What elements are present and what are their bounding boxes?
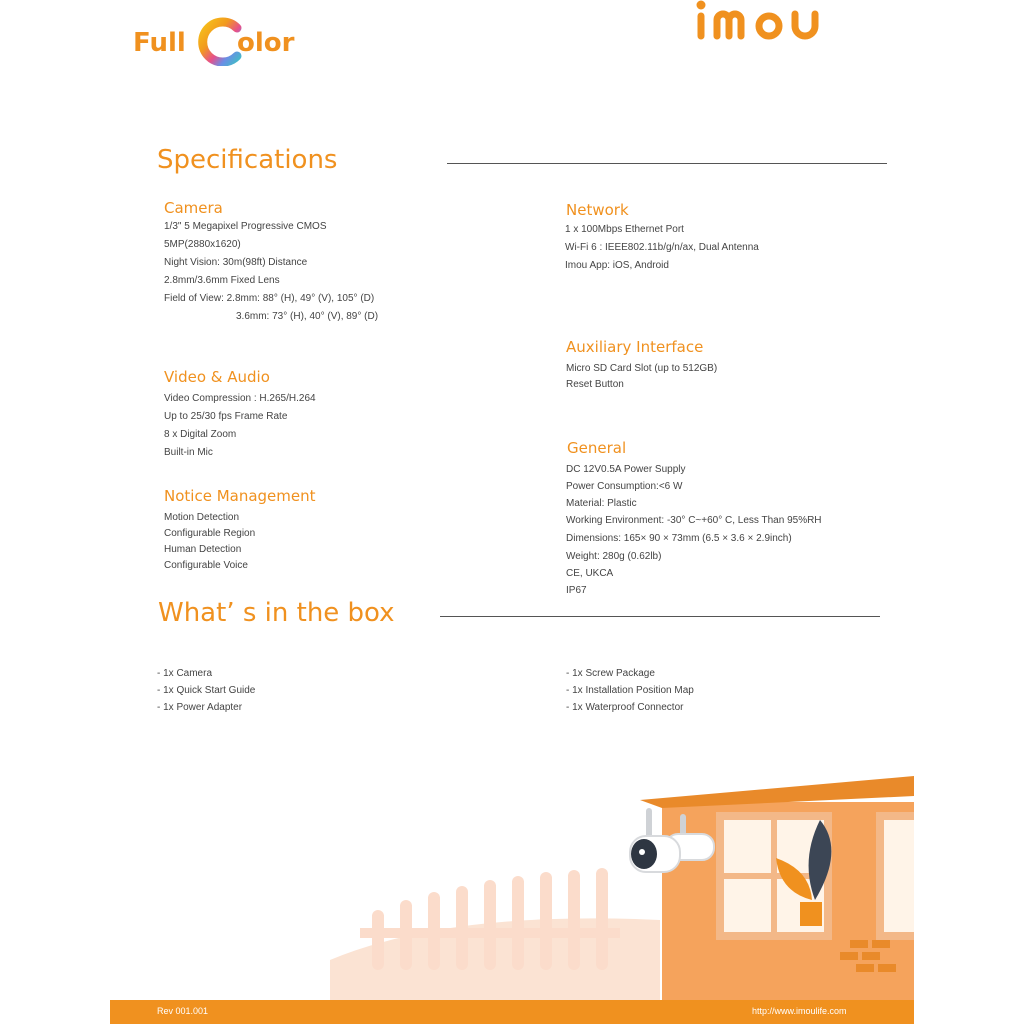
camera-spec-line: 2.8mm/3.6mm Fixed Lens [164,275,280,286]
camera-fov-line-2: 3.6mm: 73° (H), 40° (V), 89° (D) [236,311,379,322]
general-spec-line: DC 12V0.5A Power Supply [566,464,686,475]
box-item: - 1x Waterproof Connector [566,702,684,713]
general-spec-line: CE, UKCA [566,568,614,579]
full-color-logo [133,16,295,66]
auxiliary-spec-list [566,361,717,393]
box-contents-title: What’ s in the box [158,598,395,628]
box-items-right [566,666,694,717]
notice-management-spec-list [164,510,255,574]
revision-label: Rev 001.001 [157,1006,209,1016]
box-item: - 1x Installation Position Map [566,685,694,696]
general-spec-line: Working Environment: -30° C~+60° C, Less Than 95%RH [566,515,822,526]
network-spec-line: Wi-Fi 6 : IEEE802.11b/g/n/ax, Dual Antenna [565,242,759,253]
website-link[interactable]: http://www.imoulife.com [752,1006,847,1016]
network-spec-list [565,221,759,275]
notice-spec-line: Human Detection [164,544,242,555]
auxiliary-spec-line: Reset Button [566,379,624,390]
camera-spec-line: Night Vision: 30m(98ft) Distance [164,257,308,268]
network-spec-line: 1 x 100Mbps Ethernet Port [565,224,684,235]
specifications-title: Specifications [157,145,338,175]
footer-bar [110,1000,914,1024]
notice-spec-line: Motion Detection [164,512,240,523]
camera-heading: Camera [164,199,223,217]
camera-spec-line: 5MP(2880x1620) [164,239,241,250]
box-item: - 1x Power Adapter [157,702,243,713]
video-audio-spec-line: Built-in Mic [164,447,213,458]
camera-spec-line: Field of View: 2.8mm: 88° (H), 49° (V), 105° (D) [164,293,375,304]
notice-management-heading: Notice Management [164,487,316,505]
imou-logo [693,0,873,46]
camera-spec-line: 1/3" 5 Megapixel Progressive CMOS [164,221,327,232]
full-color-prefix: Full [133,28,186,58]
network-spec-line: Imou App: iOS, Android [565,260,669,271]
imou-logo-mark [693,0,873,46]
general-spec-line: Dimensions: 165× 90 × 73mm (6.5 × 3.6 × 2.9inch) [566,533,792,544]
general-heading: General [567,439,627,457]
general-spec-list [566,462,822,600]
video-audio-spec-list [164,390,316,462]
auxiliary-spec-line: Micro SD Card Slot (up to 512GB) [566,363,718,374]
auxiliary-interface-heading: Auxiliary Interface [566,338,704,356]
specifications-divider [447,163,887,164]
box-item: - 1x Camera [157,668,213,679]
notice-spec-line: Configurable Voice [164,560,248,571]
general-spec-line: Material: Plastic [566,498,637,509]
box-item: - 1x Quick Start Guide [157,685,256,696]
video-audio-spec-line: 8 x Digital Zoom [164,429,237,440]
notice-spec-line: Configurable Region [164,528,256,539]
network-heading: Network [566,201,629,219]
house-scene-graphic [300,760,914,1002]
house-camera-illustration [300,760,914,1002]
general-spec-line: Weight: 280g (0.62lb) [566,551,662,562]
video-audio-heading: Video & Audio [164,368,270,386]
box-items-left [157,666,255,717]
general-spec-line: IP67 [566,585,587,596]
full-color-suffix: olor [237,28,295,58]
video-audio-spec-line: Video Compression : H.265/H.264 [164,393,316,404]
general-spec-line: Power Consumption:<6 W [566,481,683,492]
box-item: - 1x Screw Package [566,668,655,679]
camera-spec-list [164,218,378,326]
video-audio-spec-line: Up to 25/30 fps Frame Rate [164,411,288,422]
box-contents-divider [440,616,880,617]
